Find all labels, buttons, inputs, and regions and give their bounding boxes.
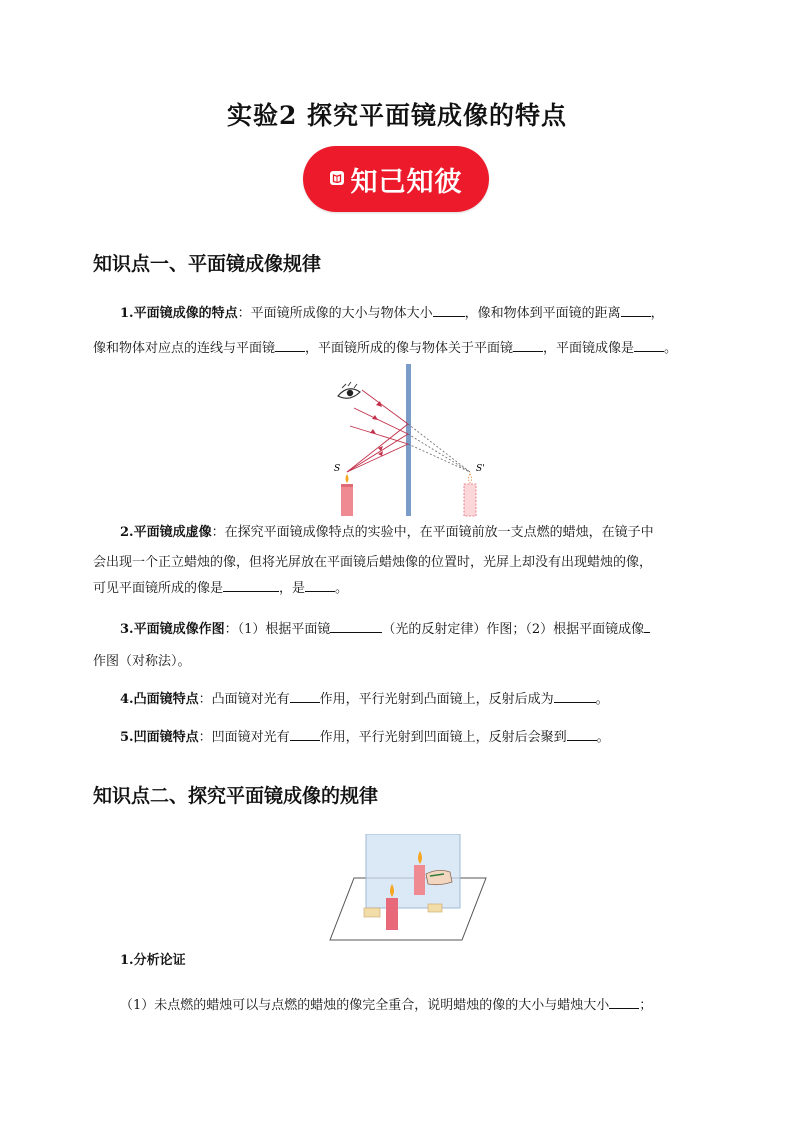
p2-text-1: ：在探究平面镜成像特点的实验中，在平面镜前放一支点燃的蜡烛，在镜子中 [211,525,654,540]
p1-text-6: ，平面镜成像是 [543,341,635,356]
blank[interactable] [634,337,664,352]
paragraph-4 [93,685,703,715]
label-s-prime: S' [476,464,485,474]
paragraph-5 [93,723,703,753]
analysis-item-1-text: （1）未点燃的蜡烛可以与点燃的蜡烛的像完全重合，说明蜡烛的像的大小与蜡烛大小 [120,998,610,1013]
blank[interactable] [609,994,639,1009]
p1-text-5: ，平面镜所成的像与物体关于平面镜 [305,341,514,356]
virtual-rays [408,424,470,472]
paragraph-2-line-2: 会出现一个正立蜡烛的像，但将光屏放在平面镜后蜡烛像的位置时，光屏上却没有出现蜡烛的像， [93,555,653,570]
p4-text-1: ：凸面镜对光有 [198,692,290,707]
p2-text-5: 。 [335,581,349,596]
blank[interactable] [290,688,320,703]
p2-lead: 2.平面镜成虚像 [120,525,212,540]
paragraph-2-line-3 [93,574,703,604]
blank[interactable] [644,618,650,633]
p5-text-2: 作用，平行光射到凹面镜上，反射后会聚到 [319,730,567,745]
p4-lead: 4.凸面镜特点 [120,692,199,707]
block-right [428,904,442,912]
blank[interactable] [275,337,305,352]
p2-text-3: 可见平面镜所成的像是 [93,581,224,596]
p2-text-4: ，是 [279,581,306,596]
label-s: S [334,464,341,474]
eye-icon [338,382,360,398]
p5-lead: 5.凹面镜特点 [120,730,199,745]
blank[interactable] [433,302,465,317]
p5-text-3: 。 [596,730,610,745]
ray-arrows [370,401,383,456]
blank[interactable] [513,337,543,352]
p3-lead: 3.平面镜成像作图 [120,622,225,637]
glass-plate-experiment-figure [326,834,490,944]
paragraph-1-line-2 [93,334,733,364]
incident-rays [347,390,408,472]
section-heading-2: 知识点二、探究平面镜成像的规律 [93,785,379,807]
p1-lead: 1.平面镜成像的特点 [120,306,238,321]
p1-text-4: 像和物体对应点的连线与平面镜 [93,341,276,356]
paragraph-1 [93,299,703,329]
section-badge [303,146,489,212]
paragraph-2 [93,518,703,548]
block-left [364,908,380,917]
section-heading-1: 知识点一、平面镜成像规律 [93,253,322,275]
analysis-item-1-end: ； [639,998,653,1013]
blank[interactable] [554,688,596,703]
blank[interactable] [223,577,279,592]
candle-real [341,474,353,516]
p4-text-2: 作用，平行光射到凸面镜上，反射后成为 [319,692,554,707]
plane-mirror [406,364,411,516]
analysis-heading: 1.分析论证 [120,953,186,968]
p1-text-2: ，像和物体到平面镜的距离 [464,306,621,321]
mirror-reflection-figure [326,362,496,518]
p5-text-1: ：凹面镜对光有 [198,730,290,745]
p3-text-1: ：（1）根据平面镜 [224,622,331,637]
analysis-item-1 [120,991,700,1021]
blank[interactable] [305,577,335,592]
p4-text-3: 。 [595,692,609,707]
page-title: 实验2 探究平面镜成像的特点 [226,101,568,130]
blank[interactable] [621,302,651,317]
blank[interactable] [330,618,382,633]
paragraph-3-line-2: 作图（对称法）。 [93,654,191,669]
book-icon [330,171,344,185]
candle-image [464,474,476,516]
badge-label: 知己知彼 [350,166,463,198]
blank[interactable] [567,726,597,741]
p1-text-7: 。 [664,341,678,356]
hand-icon [426,870,452,884]
paragraph-3 [93,615,703,645]
p3-text-2: （光的反射定律）作图；（2）根据平面镜成像 [382,622,645,637]
blank[interactable] [290,726,320,741]
p1-text-1: ：平面镜所成像的大小与物体大小 [237,306,433,321]
p1-text-3: ， [650,306,664,321]
